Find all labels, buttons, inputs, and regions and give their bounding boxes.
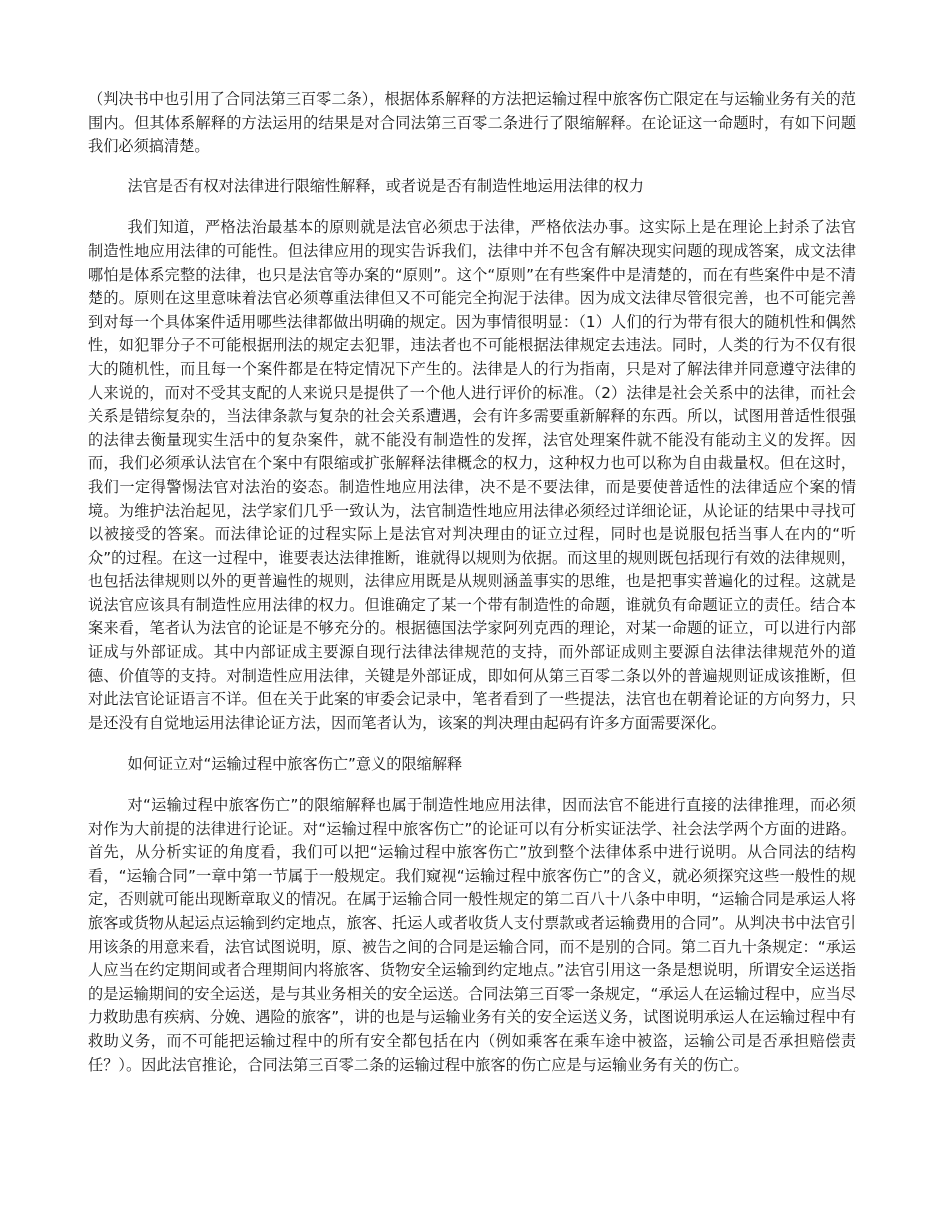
section-heading-2: 如何证立对“运输过程中旅客伤亡”意义的限缩解释 xyxy=(127,755,463,774)
paragraph-body-1: 我们知道，严格法治最基本的原则就是法官必须忠于法律，严格依法办事。这实际上是在理论上封杀了法官制造性地应用法律的可能性。但法律应用的现实告诉我们，法律中并不包含有解决现实问题的现成答案，成文法律哪怕是体系完整的法律，也只是法官等办案的“原则”。这个“原则”在有些案件中是清楚的，而在有些案件中是不清楚的。原则在这里意味着法官必须尊重法律但又不可能完全拘泥于法律。因为成文法律尽管很完善，也不可能完善到对每一个具体案件适用哪些法律都做出明确的规定。因为事情很明显：（1）人们的行为带有很大的随机性和偶然性，如犯罪分子不可能根据刑法的规定去犯罪，违法者也不可能根据法律规定去违法。同时，人类的行为不仅有很大的随机性，而且每一个案件都是在特定情况下产生的。法律是人的行为指南，只是对了解法律并同意遵守法律的人来说的，而对不受其支配的人来说只是提供了一个他人进行评价的标准。（2）法律是社会关系中的法律，而社会关系是错综复杂的，当法律条款与复杂的社会关系遭遇，会有许多需要重新解释的东西。所以，试图用普适性很强的法律去衡量现实生活中的复杂案件，就不能没有制造性的发挥，法官处理案件就不能没有能动主义的发挥。因而，我们必须承认法官在个案中有限缩或扩张解释法律概念的权力，这种权力也可以称为自由裁量权。但在这时，我们一定得警惕法官对法治的姿态。制造性地应用法律，决不是不要法律，而是要使普适性的法律适应个案的情境。为维护法治起见，法学家们几乎一致认为，法官制造性地应用法律必须经过详细论证，从论证的结果中寻找可以被接受的答案。而法律论证的过程实际上是法官对判决理由的证立过程，同时也是说服包括当事人在内的“听众”的过程。在这一过程中，谁要表达法律推断，谁就得以规则为依据。而这里的规则既包括现行有效的法律规则，也包括法律规则以外的更普遍性的规则，法律应用既是从规则涵盖事实的思维，也是把事实普遍化的过程。这就是说法官应该具有制造性应用法律的权力。但谁确定了某一个带有制造性的命题，谁就负有命题证立的责任。结合本案来看，笔者认为法官的论证是不够充分的。根据德国法学家阿列克西的理论，对某一命题的证立，可以进行内部证成与外部证成。其中内部证成主要源自现行法律法律规范的支持，而外部证成则主要源自法律法律规范外的道德、价值等的支持。对制造性应用法律，关键是外部证成，即如何从第三百零二条以外的普遍规则证成该推断，但对此法官论证语言不详。但在关于此案的审委会记录中，笔者看到了一些提法，法官也在朝着论证的方向努力，只是还没有自觉地运用法律论证方法，因而笔者认为，该案的判决理由起码有许多方面需要深化。 xyxy=(88,218,856,732)
section-heading-1: 法官是否有权对法律进行限缩性解释，或者说是否有制造性地运用法律的权力 xyxy=(127,176,644,195)
paragraph-body-2: 对“运输过程中旅客伤亡”的限缩解释也属于制造性地应用法律，因而法官不能进行直接的法律推理，而必须对作为大前提的法律进行论证。对“运输过程中旅客伤亡”的论证可以有分析实证法学、社会法学两个方面的进路。首先，从分析实证的角度看，我们可以把“运输过程中旅客伤亡”放到整个法律体系中进行说明。从合同法的结构看，“运输合同”一章中第一节属于一般规定。我们窥视“运输过程中旅客伤亡”的含义，就必须探究这些一般性的规定，否则就可能出现断章取义的情况。在属于运输合同一般性规定的第二百八十八条中申明，“运输合同是承运人将旅客或货物从起运点运输到约定地点，旅客、托运人或者收货人支付票款或者运输费用的合同”。从判决书中法官引用该条的用意来看，法官试图说明，原、被告之间的合同是运输合同，而不是别的合同。第二百九十条规定：“承运人应当在约定期间或者合理期间内将旅客、货物安全运输到约定地点。”法官引用这一条是想说明，所谓安全运送指的是运输期间的安全运送，是与其业务相关的安全运送。合同法第三百零一条规定，“承运人在运输过程中，应当尽力救助患有疾病、分娩、遇险的旅客”，讲的也是与运输业务有关的安全运送义务，试图说明承运人在运输过程中有救助义务，而不可能把运输过程中的所有安全都包括在内（例如乘客在乘车途中被盗，运输公司是否承担赔偿责任？）。因此法官推论，合同法第三百零二条的运输过程中旅客的伤亡应是与运输业务有关的伤亡。 xyxy=(88,796,856,1074)
document-page xyxy=(88,88,856,1077)
paragraph-intro: （判决书中也引用了合同法第三百零二条），根据体系解释的方法把运输过程中旅客伤亡限定在与运输业务有关的范围内。但其体系解释的方法运用的结果是对合同法第三百零二条进行了限缩解释。在论证这一命题时，有如下问题我们必须搞清楚。 xyxy=(88,90,856,156)
